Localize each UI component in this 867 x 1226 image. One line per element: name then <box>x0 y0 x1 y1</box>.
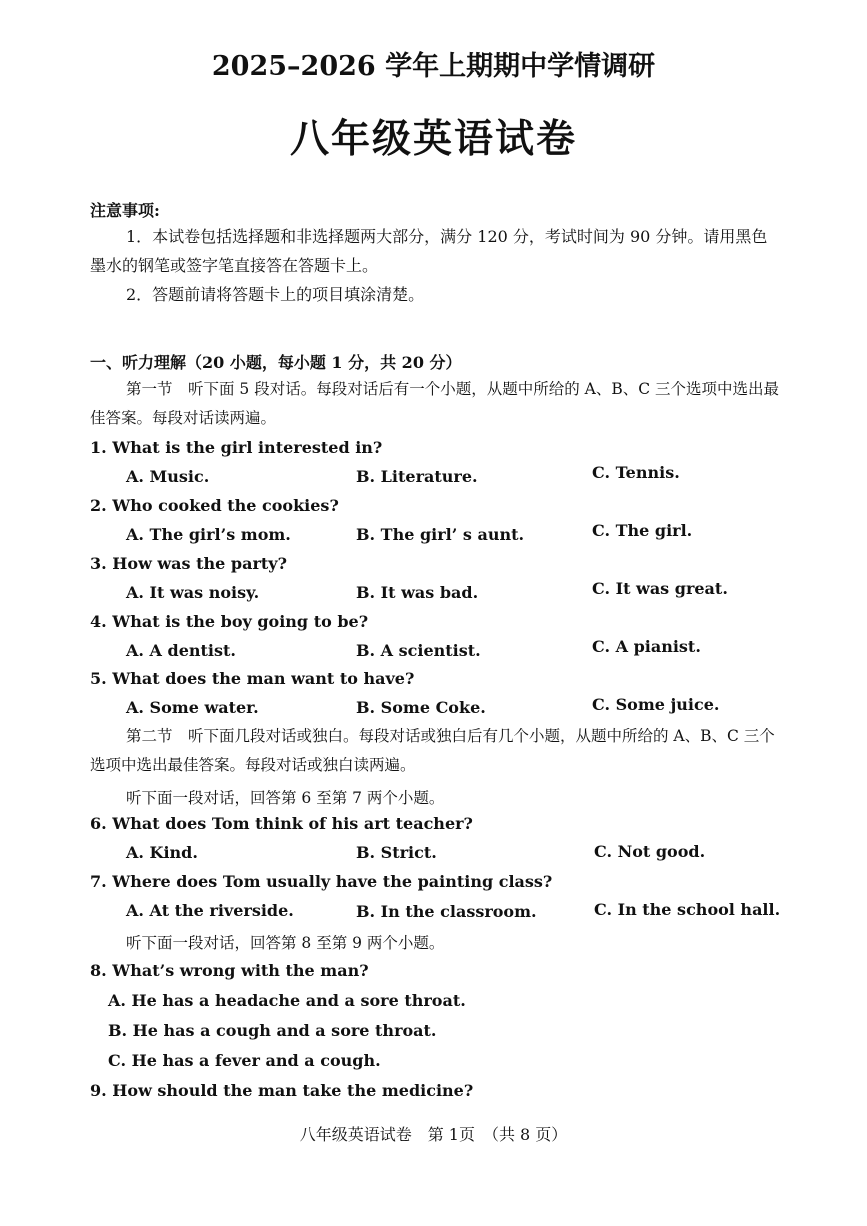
q4-option-c: C. A pianist. <box>592 637 701 656</box>
dialog-instruction-8-9: 听下面一段对话，回答第 8 至第 9 两个小题。 <box>126 934 445 952</box>
q8-option-a: A. He has a headache and a sore throat. <box>108 991 466 1010</box>
question-7: 7. Where does Tom usually have the painting class? <box>90 872 553 891</box>
question-3: 3. How was the party? <box>90 554 287 573</box>
question-8: 8. What’s wrong with the man? <box>90 961 369 980</box>
part2-instruction: 第二节 听下面几段对话或独白。每段对话或独白后有几个小题，从题中所给的 A、B、C 三个选项中选出最佳答案。每段对话或独白读两遍。 <box>90 727 775 774</box>
q5-option-a: A. Some water. <box>126 698 259 717</box>
q7-option-a: A. At the riverside. <box>126 901 294 920</box>
question-9: 9. How should the man take the medicine? <box>90 1081 474 1100</box>
q1-option-a: A. Music. <box>126 467 210 486</box>
dialog-instruction-6-7: 听下面一段对话，回答第 6 至第 7 两个小题。 <box>126 789 445 807</box>
question-5: 5. What does the man want to have? <box>90 669 415 688</box>
q2-option-c: C. The girl. <box>592 521 693 540</box>
q3-option-a: A. It was noisy. <box>126 583 260 602</box>
question-2: 2. Who cooked the cookies? <box>90 496 339 515</box>
page-footer: 八年级英语试卷 第 1页 （共 8 页） <box>299 1125 568 1144</box>
q3-option-b: B. It was bad. <box>356 583 479 602</box>
question-1: 1. What is the girl interested in? <box>90 438 383 457</box>
question-4: 4. What is the boy going to be? <box>90 612 369 631</box>
q4-option-b: B. A scientist. <box>356 641 481 660</box>
q6-option-b: B. Strict. <box>356 843 437 862</box>
q6-option-a: A. Kind. <box>126 843 198 862</box>
q1-option-c: C. Tennis. <box>592 463 680 482</box>
q5-option-b: B. Some Coke. <box>356 698 486 717</box>
notice-item-2: 2．答题前请将答题卡上的项目填涂清楚。 <box>126 285 425 304</box>
exam-title: 2025–2026 学年上期期中学情调研 <box>211 51 656 82</box>
q4-option-a: A. A dentist. <box>126 641 236 660</box>
q1-option-b: B. Literature. <box>356 467 478 486</box>
question-6: 6. What does Tom think of his art teacher? <box>90 814 473 833</box>
q8-option-c: C. He has a fever and a cough. <box>108 1051 381 1070</box>
q8-option-b: B. He has a cough and a sore throat. <box>108 1021 437 1040</box>
q2-option-b: B. The girl’ s aunt. <box>356 525 525 544</box>
q7-option-b: B. In the classroom. <box>356 902 537 921</box>
exam-subtitle: 八年级英语试卷 <box>289 116 577 162</box>
notice-item-1: 1．本试卷包括选择题和非选择题两大部分，满分 120 分，考试时间为 90 分钟。请用黑色墨水的钢笔或签字笔直接答在答题卡上。 <box>90 227 768 275</box>
q6-option-c: C. Not good. <box>594 842 706 861</box>
q5-option-c: C. Some juice. <box>592 695 720 714</box>
notice-heading: 注意事项: <box>90 201 160 220</box>
section-heading-listening: 一、听力理解（20 小题，每小题 1 分，共 20 分） <box>90 353 462 372</box>
q2-option-a: A. The girl’s mom. <box>126 525 291 544</box>
q7-option-c: C. In the school hall. <box>594 900 781 919</box>
q3-option-c: C. It was great. <box>592 579 728 598</box>
part1-instruction: 第一节 听下面 5 段对话。每段对话后有一个小题，从题中所给的 A、B、C 三个选项中选出最佳答案。每段对话读两遍。 <box>90 380 780 427</box>
